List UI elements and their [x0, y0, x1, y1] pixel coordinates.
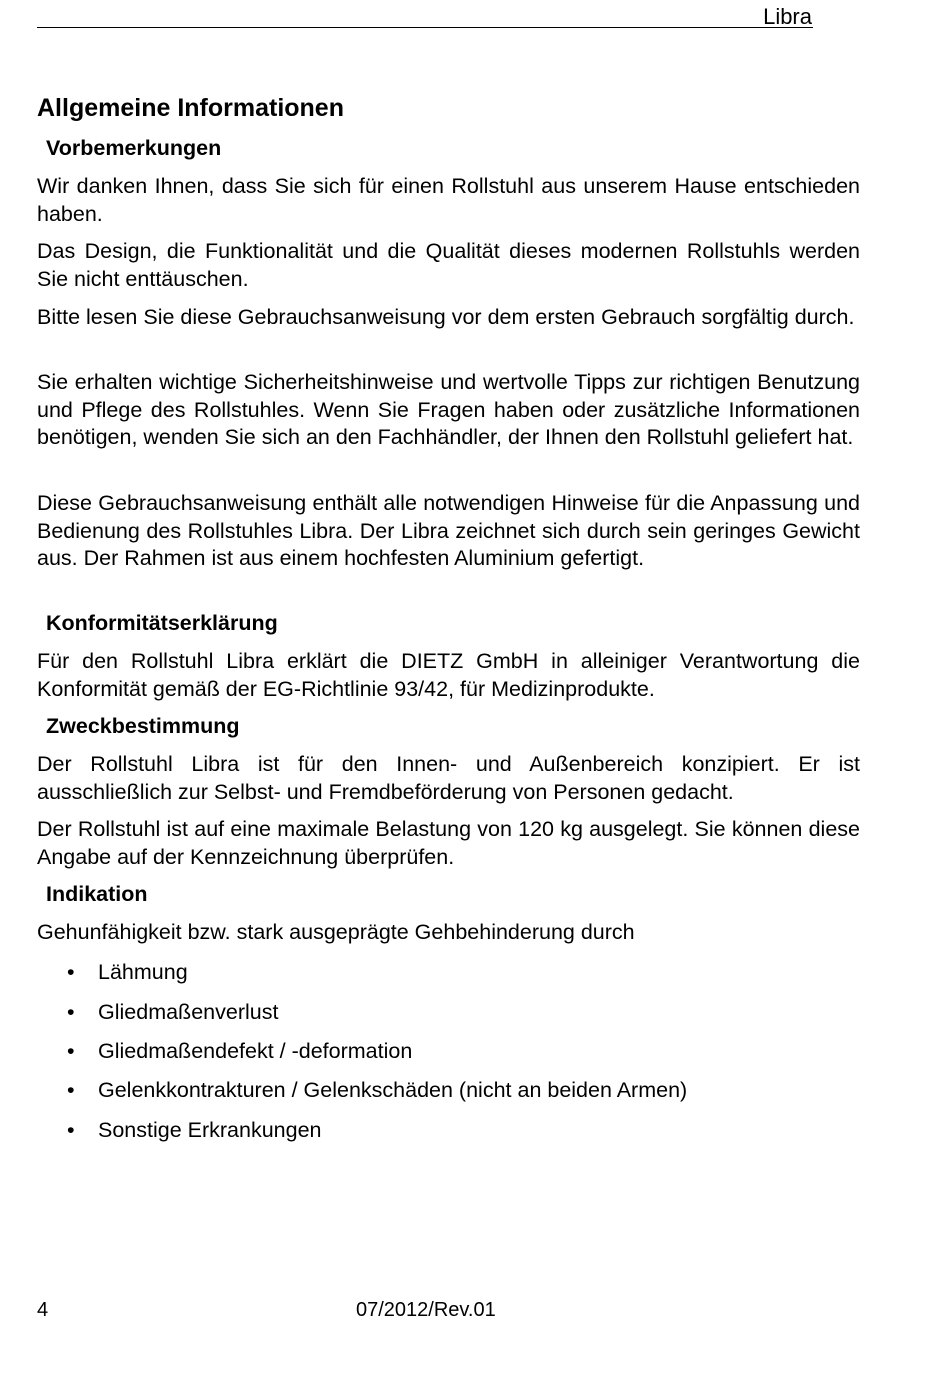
paragraph: Bitte lesen Sie diese Gebrauchsanweisung vor dem ersten Gebrauch sorgfältig durch. — [37, 305, 855, 329]
list-item-text: Lähmung — [98, 960, 188, 984]
section-title-zweck: Zweckbestimmung — [46, 714, 240, 738]
paragraph: Der Rollstuhl Libra ist für den Innen- und Außenbereich konzipiert. Er ist ausschließlich zur Selbst- und Fremdbeförderung von Personen gedacht. — [37, 752, 860, 804]
section-title-konformitaet: Konformitätserklärung — [46, 611, 278, 635]
paragraph: Sie erhalten wichtige Sicherheitshinweise und wertvolle Tipps zur richtigen Benutzung und Pflege des Rollstuhles. Wenn Sie Fragen haben oder zusätzliche Informationen benötigen, wenden Sie sich an den Fachhändler, der Ihnen den Rollstuhl geliefert hat. — [37, 370, 860, 449]
list-item — [0, 958, 860, 986]
list-item — [0, 998, 860, 1026]
paragraph: Diese Gebrauchsanweisung enthält alle notwendigen Hinweise für die Anpassung und Bedienung des Rollstuhles Libra. Der Libra zeichnet sich durch sein geringes Gewicht aus. Der Rahmen ist aus einem hochfesten Aluminium gefertigt. — [37, 491, 860, 570]
paragraph: Wir danken Ihnen, dass Sie sich für einen Rollstuhl aus unserem Hause entschieden haben. — [37, 174, 860, 226]
list-item — [0, 1037, 860, 1065]
header-rule — [37, 27, 813, 28]
paragraph: Das Design, die Funktionalität und die Qualität dieses modernen Rollstuhls werden Sie nicht enttäuschen. — [37, 239, 860, 291]
list-item-text: Gliedmaßenverlust — [98, 1000, 279, 1024]
section-title-indikation: Indikation — [46, 882, 148, 906]
header-title: Libra — [763, 4, 812, 29]
list-item-text: Gelenkkontrakturen / Gelenkschäden (nicht an beiden Armen) — [98, 1078, 688, 1102]
bullet-icon: • — [67, 1039, 75, 1063]
list-item — [0, 1116, 860, 1144]
paragraph: Der Rollstuhl ist auf eine maximale Belastung von 120 kg ausgelegt. Sie können diese Angabe auf der Kennzeichnung überprüfen. — [37, 817, 860, 869]
paragraph: Gehunfähigkeit bzw. stark ausgeprägte Gehbehinderung durch — [37, 920, 635, 944]
page-heading: Allgemeine Informationen — [37, 94, 344, 122]
paragraph: Für den Rollstuhl Libra erklärt die DIETZ GmbH in alleiniger Verantwortung die Konformität gemäß der EG-Richtlinie 93/42, für Medizinprodukte. — [37, 649, 860, 701]
bullet-icon: • — [67, 1078, 75, 1102]
bullet-icon: • — [67, 960, 75, 984]
list-item-text: Sonstige Erkrankungen — [98, 1118, 322, 1142]
section-title-vorbemerkungen: Vorbemerkungen — [46, 136, 222, 160]
bullet-icon: • — [67, 1000, 75, 1024]
list-item-text: Gliedmaßendefekt / -deformation — [98, 1039, 413, 1063]
bullet-icon: • — [67, 1118, 75, 1142]
footer-revision: 07/2012/Rev.01 — [356, 1299, 496, 1321]
footer-page-number: 4 — [37, 1299, 49, 1321]
list-item — [0, 1076, 860, 1104]
